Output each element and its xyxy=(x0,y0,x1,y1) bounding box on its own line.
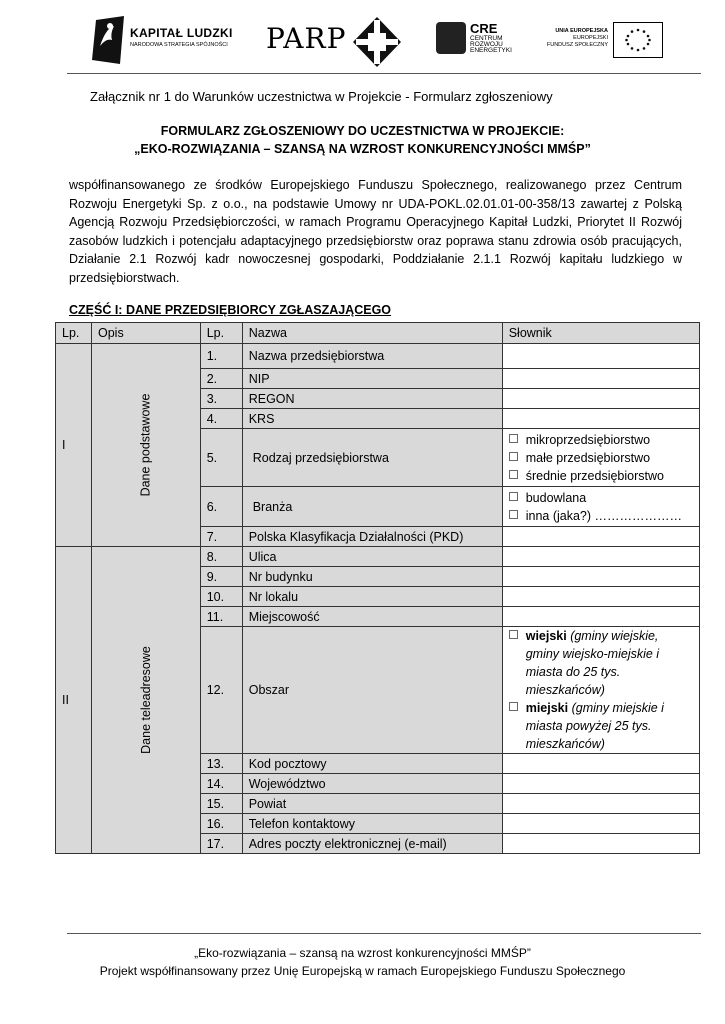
option-label-bold: miejski xyxy=(525,701,569,715)
row-name: Telefon kontaktowy xyxy=(242,814,502,834)
row-number: 2. xyxy=(200,369,242,389)
row-name: Województwo xyxy=(242,774,502,794)
logo-bar xyxy=(88,14,668,70)
row-name: KRS xyxy=(242,409,502,429)
option-medium[interactable] xyxy=(509,467,693,485)
option-description: (gminy wiejskie, gminy wiejsko-miejskie i miasta do 25 tys. mieszkańców) xyxy=(525,629,660,697)
industry-options xyxy=(502,487,699,527)
ue-line2: EUROPEJSKI xyxy=(573,35,608,41)
checkbox-icon[interactable] xyxy=(509,510,518,519)
header-lp: Lp. xyxy=(56,323,92,344)
option-label: średnie przedsiębiorstwo xyxy=(525,468,664,483)
cre-subtitle: CENTRUM ROZWOJU ENERGETYKI xyxy=(470,35,512,54)
row-name: Nazwa przedsiębiorstwa xyxy=(242,344,502,369)
footer-cofinancing: Projekt współfinansowany przez Unię Europejską w ramach Europejskiego Funduszu Społecznego xyxy=(99,964,626,978)
checkbox-icon[interactable] xyxy=(509,492,518,501)
row-name xyxy=(242,429,502,487)
group-1-number: I xyxy=(56,344,92,547)
answer-field-4[interactable] xyxy=(502,409,699,429)
annex-label: Załącznik nr 1 do Warunków uczestnictwa w Projekcie - Formularz zgłoszeniowy xyxy=(90,89,553,104)
kapital-ludzki-logo xyxy=(130,26,233,48)
option-label: mikroprzedsiębiorstwo xyxy=(525,432,651,447)
row-number: 13. xyxy=(200,754,242,774)
answer-field-11[interactable] xyxy=(502,607,699,627)
answer-field-1[interactable] xyxy=(502,344,699,369)
header-nazwa: Nazwa xyxy=(242,323,502,344)
answer-field-7[interactable] xyxy=(502,527,699,547)
row-name: Obszar xyxy=(242,627,502,754)
parp-logo: PARP xyxy=(266,22,347,55)
answer-field-16[interactable] xyxy=(502,814,699,834)
kapital-ludzki-logo-mark xyxy=(88,16,124,64)
checkbox-icon[interactable] xyxy=(509,470,518,479)
option-label: inna (jaka?) ………………… xyxy=(525,508,683,523)
option-label: małe przedsiębiorstwo xyxy=(525,450,651,465)
option-small[interactable] xyxy=(509,449,693,467)
answer-field-3[interactable] xyxy=(502,389,699,409)
section-title: CZĘŚĆ I: DANE PRZEDSIĘBIORCY ZGŁASZAJĄCEGO xyxy=(69,303,392,317)
group-1-label xyxy=(92,344,201,547)
company-type-options xyxy=(502,429,699,487)
row-number: 1. xyxy=(200,344,242,369)
group-2-label-text: Dane teleadresowe xyxy=(138,646,153,754)
row-name: Powiat xyxy=(242,794,502,814)
row-name: Nr lokalu xyxy=(242,587,502,607)
table-header-row xyxy=(56,323,700,344)
row-name: Kod pocztowy xyxy=(242,754,502,774)
row-number: 11. xyxy=(200,607,242,627)
row-number: 12. xyxy=(200,627,242,754)
header-opis: Opis xyxy=(92,323,201,344)
answer-field-8[interactable] xyxy=(502,547,699,567)
answer-field-9[interactable] xyxy=(502,567,699,587)
row-number: 10. xyxy=(200,587,242,607)
table-row xyxy=(56,344,700,369)
parp-symbol-icon xyxy=(352,16,402,68)
eu-flag-icon xyxy=(613,22,663,58)
ue-line1: UNIA EUROPEJSKA xyxy=(555,28,608,34)
checkbox-icon[interactable] xyxy=(509,452,518,461)
row-name: Adres poczty elektronicznej (e-mail) xyxy=(242,834,502,854)
checkbox-icon[interactable] xyxy=(509,630,518,639)
kapital-ludzki-title: KAPITAŁ LUDZKI xyxy=(130,26,233,40)
row-name: Nr budynku xyxy=(242,567,502,587)
row-name: Miejscowość xyxy=(242,607,502,627)
checkbox-icon[interactable] xyxy=(509,702,518,711)
group-2-label xyxy=(92,547,201,854)
option-micro[interactable] xyxy=(509,431,693,449)
footer-divider xyxy=(67,933,701,934)
answer-field-13[interactable] xyxy=(502,754,699,774)
option-label: budowlana xyxy=(525,490,587,505)
row-number: 8. xyxy=(200,547,242,567)
cre-title: CRE xyxy=(470,21,498,36)
answer-field-10[interactable] xyxy=(502,587,699,607)
row-name: NIP xyxy=(242,369,502,389)
footer-project-name: „Eko-rozwiązania – szansą na wzrost konkurencyjności MMŚP” xyxy=(194,946,531,960)
checkbox-icon[interactable] xyxy=(509,434,518,443)
row-number: 6. xyxy=(200,487,242,527)
applicant-data-table xyxy=(55,322,700,854)
row-number: 9. xyxy=(200,567,242,587)
row-number: 17. xyxy=(200,834,242,854)
row-number: 3. xyxy=(200,389,242,409)
ue-efs-label xyxy=(538,28,608,49)
option-construction[interactable] xyxy=(509,489,693,507)
group-2-number: II xyxy=(56,547,92,854)
header-slownik: Słownik xyxy=(502,323,699,344)
header-divider xyxy=(67,73,701,74)
row-number: 16. xyxy=(200,814,242,834)
answer-field-15[interactable] xyxy=(502,794,699,814)
ue-line3: FUNDUSZ SPOŁECZNY xyxy=(546,42,608,48)
option-label-bold: wiejski xyxy=(525,629,567,643)
row-number: 5. xyxy=(200,429,242,487)
option-urban[interactable] xyxy=(509,699,693,753)
row-number: 4. xyxy=(200,409,242,429)
row-name: REGON xyxy=(242,389,502,409)
area-options xyxy=(502,627,699,754)
row-number: 15. xyxy=(200,794,242,814)
form-title: FORMULARZ ZGŁOSZENIOWY DO UCZESTNICTWA W PROJEKCIE: xyxy=(160,124,565,138)
kapital-ludzki-subtitle: NARODOWA STRATEGIA SPÓJNOŚCI xyxy=(130,42,228,48)
answer-field-17[interactable] xyxy=(502,834,699,854)
intro-paragraph: współfinansowanego ze środków Europejskiego Funduszu Społecznego, realizowanego przez Centrum Rozwoju Energetyki Sp. z o.o., na podstawie Umowy nr UDA-POKL.02.01.01-00-358/13 zawartej z Polską Agencją Rozwoju Przedsiębiorczości, w ramach Programu Operacyjnego Kapitał Ludzki, Priorytet II Rozwój zasobów ludzkich i potencjału adaptacyjnego przedsiębiorstw oraz poprawa stanu zdrowia osób pracujących, Działanie 2.1 Rozwój kadr nowoczesnej gospodarki, Poddziałanie 2.1.1 Rozwój kapitału ludzkiego w przedsiębiorstwach. xyxy=(69,178,682,285)
cre-logo-mark xyxy=(436,22,466,54)
row-name: Polska Klasyfikacja Działalności (PKD) xyxy=(242,527,502,547)
project-title: „EKO-ROZWIĄZANIA – SZANSĄ NA WZROST KONKURENCYJNOŚCI MMŚP” xyxy=(134,142,591,156)
row-name: Ulica xyxy=(242,547,502,567)
answer-field-2[interactable] xyxy=(502,369,699,389)
option-rural[interactable] xyxy=(509,627,693,699)
row-number: 14. xyxy=(200,774,242,794)
row-name-text: Branża xyxy=(252,499,293,514)
option-other[interactable] xyxy=(509,507,693,525)
option-description: (gminy miejskie i miasta powyżej 25 tys. mieszkańców) xyxy=(525,701,664,751)
header-lp2: Lp. xyxy=(200,323,242,344)
table-row xyxy=(56,547,700,567)
row-name xyxy=(242,487,502,527)
group-1-label-text: Dane podstawowe xyxy=(138,393,153,497)
row-number: 7. xyxy=(200,527,242,547)
answer-field-14[interactable] xyxy=(502,774,699,794)
row-name-text: Rodzaj przedsiębiorstwa xyxy=(252,450,389,465)
